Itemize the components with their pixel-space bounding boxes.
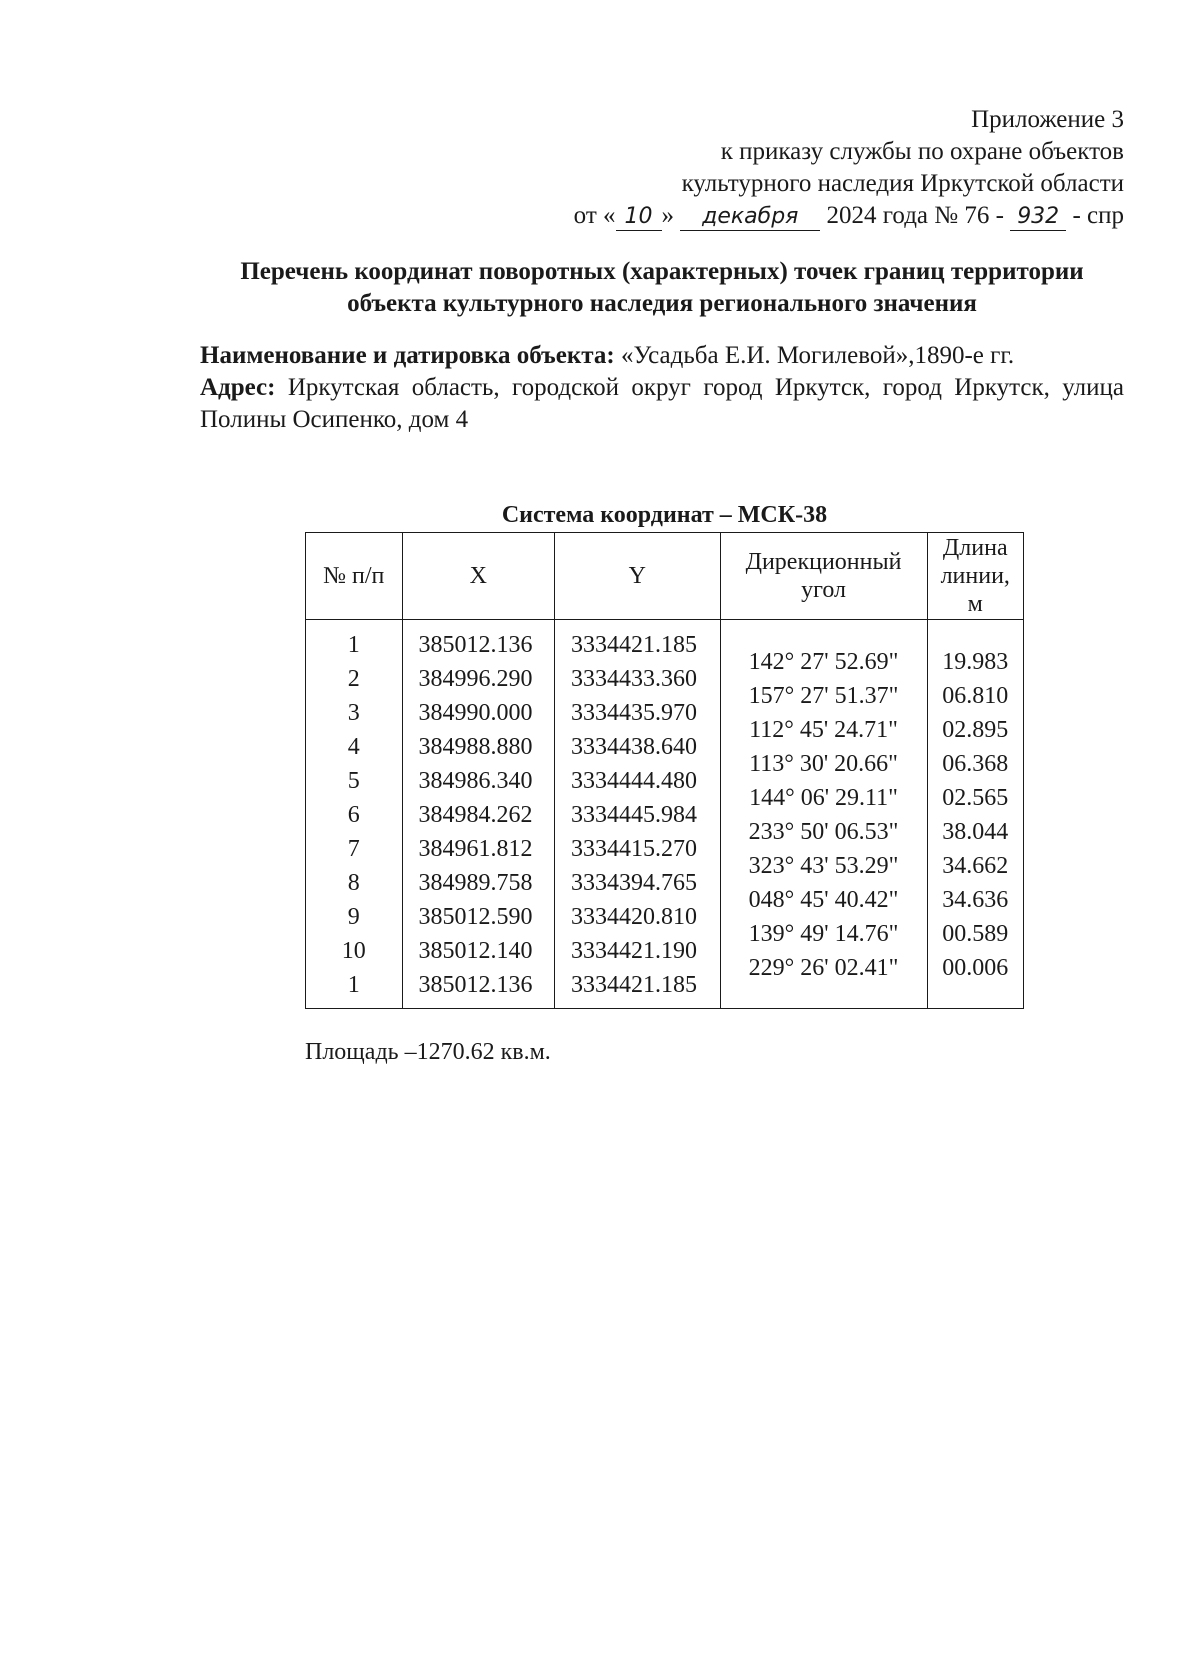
- line-length: 06.368: [942, 751, 1009, 777]
- point-number: 8: [347, 870, 360, 896]
- direction-angle: 157° 27' 51.37": [748, 683, 899, 709]
- x-coordinate: 384984.262: [418, 802, 533, 828]
- area-text: Площадь –1270.62 кв.м.: [305, 1039, 551, 1065]
- line-length: 00.006: [942, 955, 1009, 981]
- line-length: 34.662: [942, 853, 1009, 879]
- line-length: 19.983: [942, 649, 1009, 675]
- table-body-row: [306, 620, 1024, 1009]
- x-coordinate: 385012.140: [418, 938, 533, 964]
- direction-angle-column: [720, 620, 927, 1009]
- line-length: 02.895: [942, 717, 1009, 743]
- line-length-column: [927, 620, 1023, 1009]
- x-coordinate: 384996.290: [418, 666, 533, 692]
- line-length: 38.044: [942, 819, 1009, 845]
- appendix-number: Приложение 3: [971, 106, 1124, 133]
- direction-angle: 142° 27' 52.69": [748, 649, 899, 675]
- direction-angle: 139° 49' 14.76": [748, 921, 899, 947]
- order-suffix: - спр: [1072, 202, 1124, 229]
- table-header-row: [306, 533, 1024, 620]
- point-number: 2: [347, 666, 360, 692]
- y-coordinate: 3334415.270: [571, 836, 698, 862]
- title-line-2: объекта культурного наследия регионального значения: [347, 290, 977, 317]
- date-mid: »: [661, 202, 675, 229]
- header-length-line-3: м: [967, 591, 983, 617]
- cell-offset: [928, 628, 1023, 645]
- appendix-date-line: [574, 200, 1124, 232]
- x-coordinate-column: [402, 620, 555, 1009]
- point-number: 5: [347, 768, 360, 794]
- title-line-1: Перечень координат поворотных (характерных) точек границ территории: [240, 258, 1084, 285]
- handwritten-order-number: 932: [1010, 204, 1066, 231]
- header-x: X: [402, 533, 555, 620]
- point-number: 4: [347, 734, 360, 760]
- direction-angle: 233° 50' 06.53": [748, 819, 899, 845]
- handwritten-day: 10: [616, 204, 662, 231]
- point-number: 9: [347, 904, 360, 930]
- header-length-line-1: Длина: [942, 535, 1008, 561]
- object-name-line: [200, 340, 1124, 372]
- y-coordinate: 3334438.640: [571, 734, 698, 760]
- appendix-order-line: к приказу службы по охране объектов: [720, 138, 1124, 165]
- header-number: № п/п: [306, 533, 403, 620]
- x-coordinate: 385012.136: [418, 972, 533, 998]
- object-info: [200, 340, 1124, 436]
- y-coordinate: 3334435.970: [571, 700, 698, 726]
- header-angle: [720, 533, 927, 620]
- y-coordinate: 3334445.984: [571, 802, 698, 828]
- x-coordinate: 385012.136: [418, 632, 533, 658]
- x-coordinate: 384989.758: [418, 870, 533, 896]
- line-length: 34.636: [942, 887, 1009, 913]
- y-coordinate: 3334421.185: [571, 972, 698, 998]
- point-number: 10: [341, 938, 366, 964]
- appendix-authority-line: культурного наследия Иркутской области: [681, 170, 1124, 197]
- object-name-value: «Усадьба Е.И. Могилевой»,1890-е гг.: [620, 342, 1015, 369]
- direction-angle: 048° 45' 40.42": [748, 887, 899, 913]
- handwritten-month: декабря: [680, 204, 820, 231]
- x-coordinate: 385012.590: [418, 904, 533, 930]
- y-coordinate: 3334420.810: [571, 904, 698, 930]
- point-number: 7: [347, 836, 360, 862]
- direction-angle: 112° 45' 24.71": [749, 717, 898, 743]
- y-coordinate: 3334421.190: [571, 938, 698, 964]
- point-number: 1: [347, 972, 360, 998]
- header-length-line-2: линии,: [940, 563, 1010, 589]
- address-label: Адрес:: [200, 374, 276, 401]
- y-coordinate: 3334394.765: [571, 870, 698, 896]
- y-coordinate-column: [555, 620, 721, 1009]
- cell-offset: [721, 628, 927, 645]
- coordinate-system-title: Система координат – МСК-38: [501, 502, 828, 528]
- x-coordinate: 384988.880: [418, 734, 533, 760]
- appendix-block: [574, 104, 1124, 232]
- y-coordinate: 3334421.185: [571, 632, 698, 658]
- line-length: 06.810: [942, 683, 1009, 709]
- direction-angle: 113° 30' 20.66": [749, 751, 898, 777]
- direction-angle: 323° 43' 53.29": [748, 853, 899, 879]
- x-coordinate: 384990.000: [418, 700, 533, 726]
- address-value: Иркутская область, городской округ город Иркутск, город Иркутск, улица Полины Осипенко, дом 4: [200, 374, 1124, 433]
- object-address-line: [200, 372, 1124, 436]
- direction-angle: 229° 26' 02.41": [748, 955, 899, 981]
- object-name-label: Наименование и датировка объекта:: [200, 342, 615, 369]
- x-coordinate: 384986.340: [418, 768, 533, 794]
- header-angle-line-2: угол: [801, 577, 846, 603]
- line-length: 02.565: [942, 785, 1009, 811]
- point-number: 3: [347, 700, 360, 726]
- y-coordinate: 3334444.480: [571, 768, 698, 794]
- point-number: 1: [347, 632, 360, 658]
- y-coordinate: 3334433.360: [571, 666, 698, 692]
- point-number: 6: [347, 802, 360, 828]
- line-length: 00.589: [942, 921, 1009, 947]
- date-year-text: 2024 года № 76 -: [826, 202, 1004, 229]
- document-title: [200, 256, 1124, 320]
- header-angle-line-1: Дирекционный: [745, 549, 902, 575]
- point-number-column: [306, 620, 403, 1009]
- x-coordinate: 384961.812: [418, 836, 533, 862]
- header-length: [927, 533, 1023, 620]
- coordinates-table: [305, 532, 1024, 1009]
- date-prefix: от «: [573, 202, 616, 229]
- direction-angle: 144° 06' 29.11": [749, 785, 898, 811]
- header-y: Y: [555, 533, 721, 620]
